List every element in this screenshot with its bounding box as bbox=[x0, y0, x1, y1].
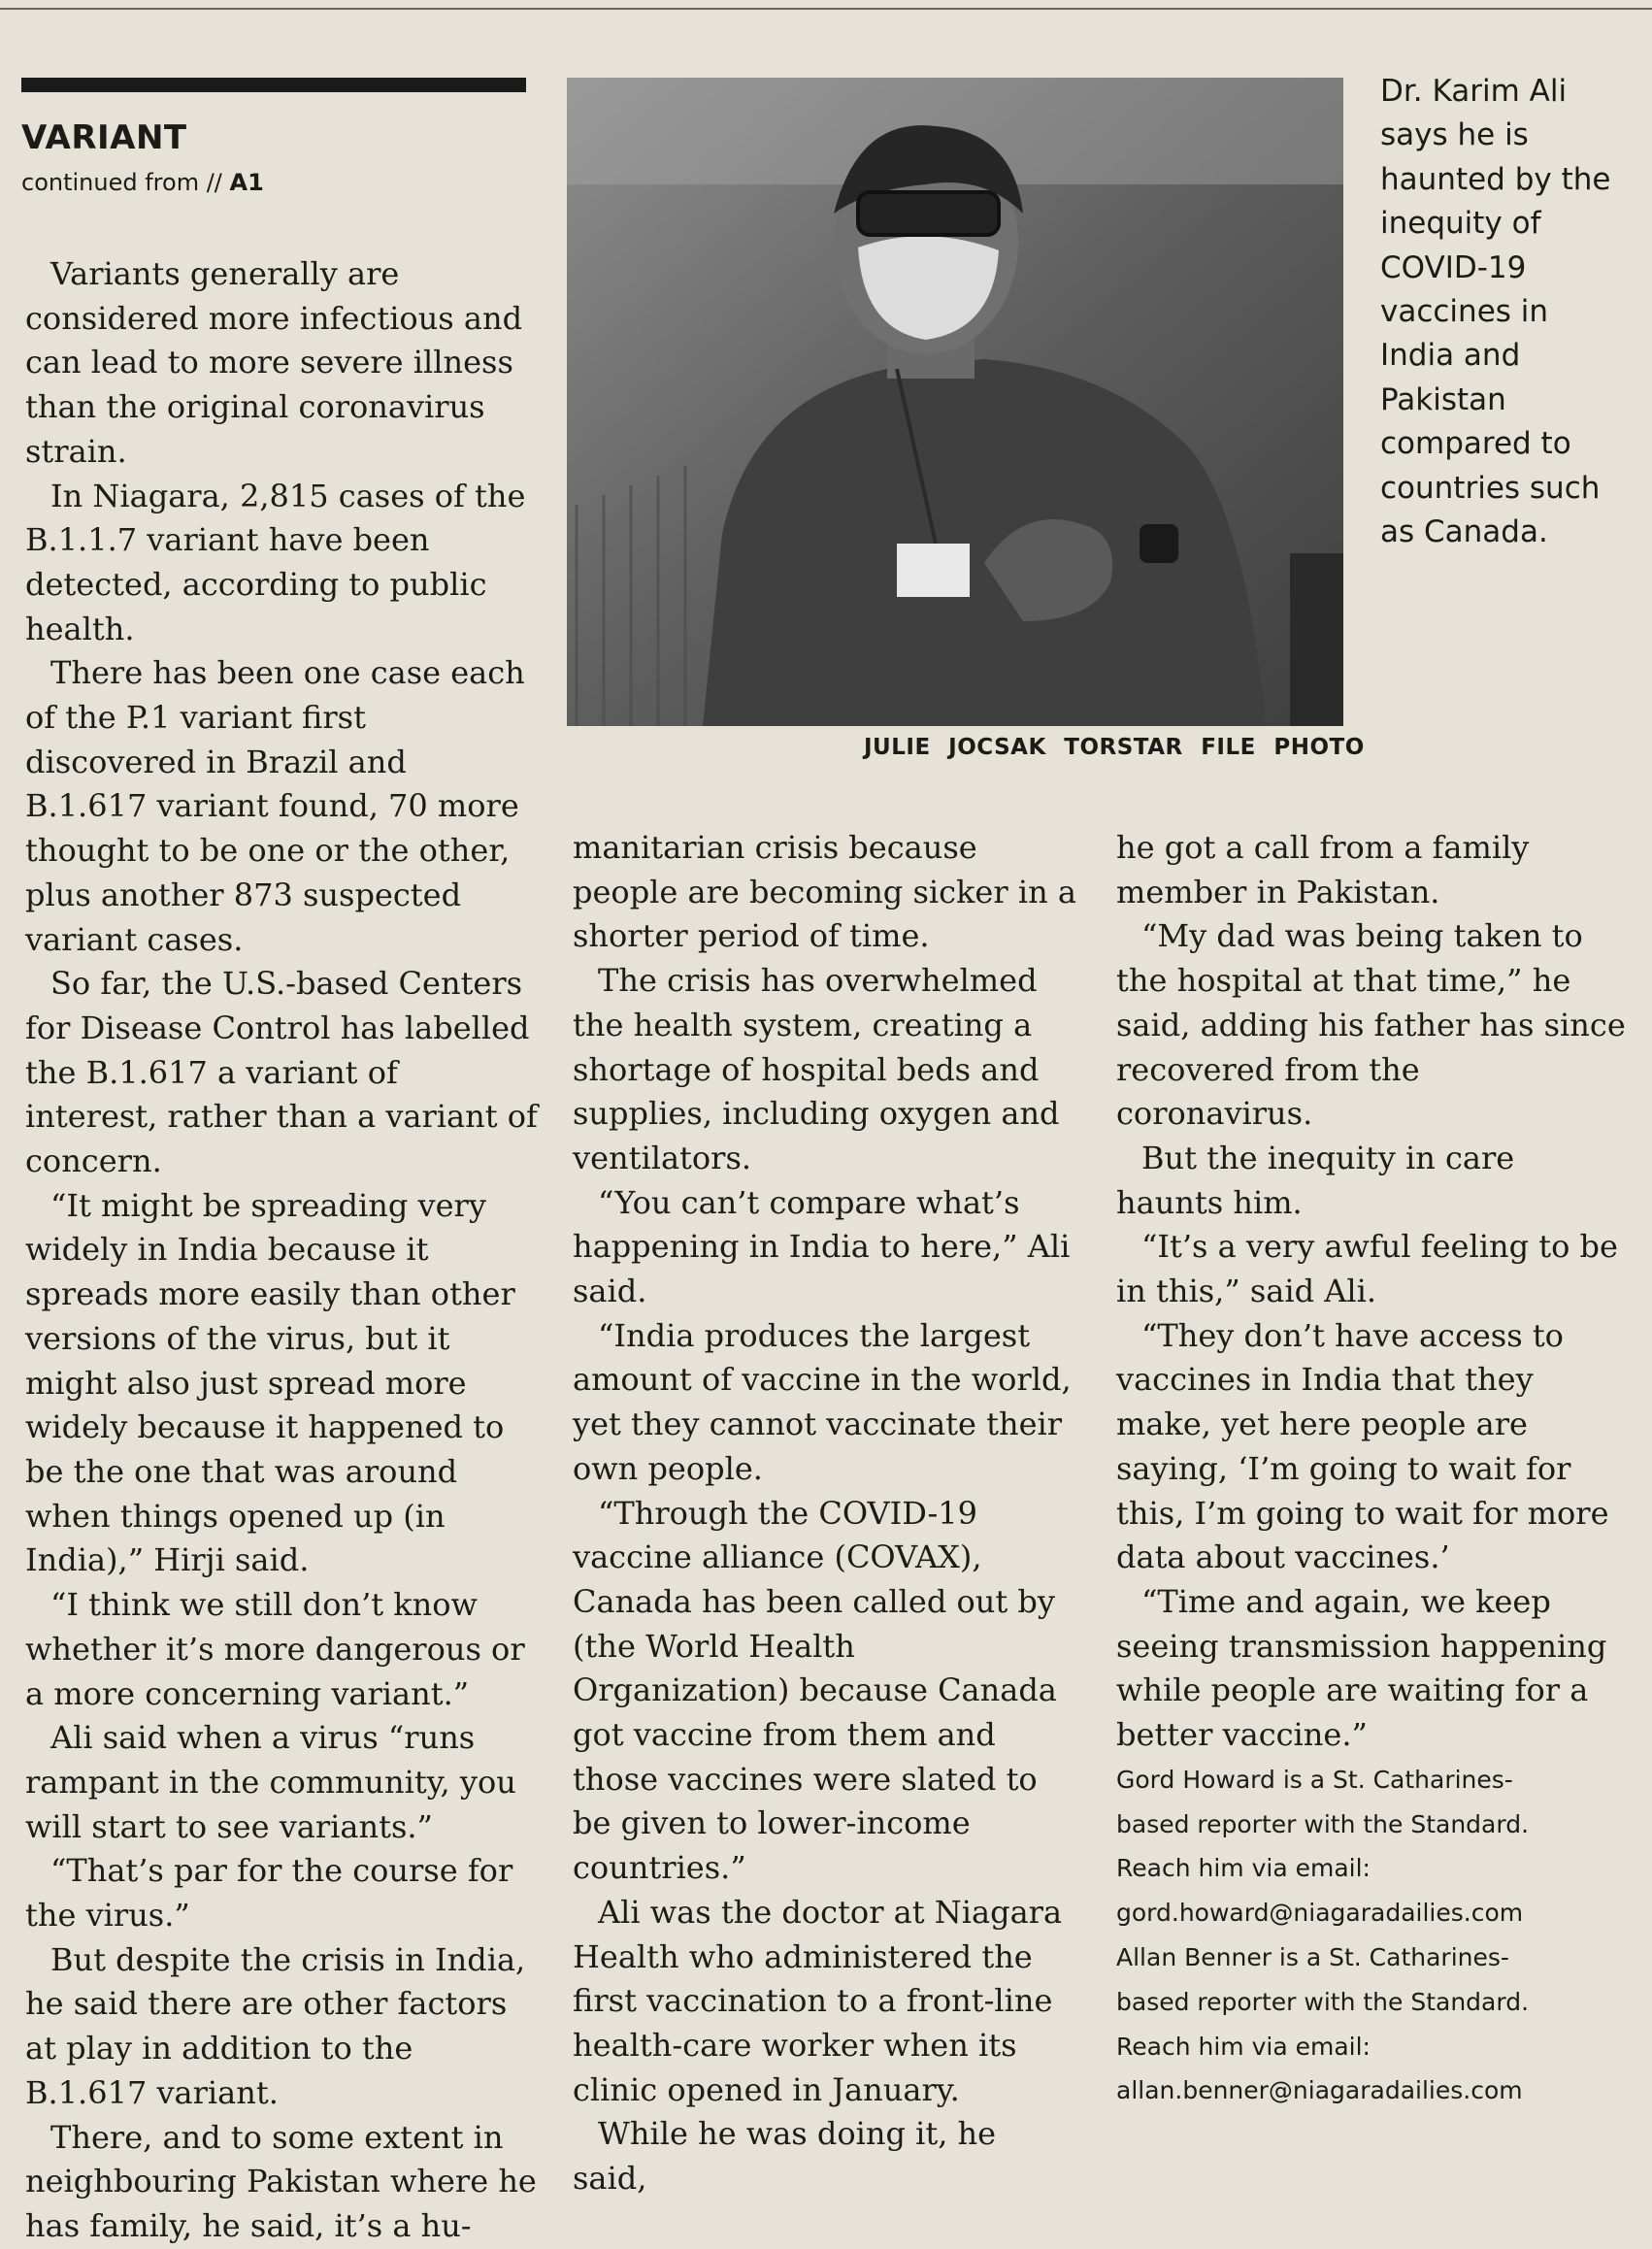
paragraph: While he was doing it, he said, bbox=[573, 2115, 997, 2198]
paragraph: “Through the COVID-19 vaccine alliance (COVAX), Canada has been called out by (the World Health Organization) because Canada got vaccine from them and those vaccines were slated to be given to lower-income countries.” bbox=[573, 1494, 1057, 1887]
bio-line: Gord Howard is a St. Catharines- bbox=[1116, 1765, 1513, 1794]
paragraph: Variants generally are considered more infectious and can lead to more severe illness than the original coronavirus strain. bbox=[25, 255, 523, 470]
paragraph: The crisis has overwhelmed the health system, creating a shortage of hospital beds and supplies, including oxygen and ventilators. bbox=[573, 962, 1060, 1176]
top-border bbox=[0, 8, 1652, 10]
paragraph: “They don’t have access to vaccines in India that they make, yet here people are saying, ‘I’m going to wait for this, I’m going to wait for more data about vaccines.’ bbox=[1116, 1316, 1609, 1576]
paragraph: “I think we still don’t know whether it’s more dangerous or a more concerning variant.” bbox=[25, 1586, 525, 1712]
paragraph: “That’s par for the course for the virus.” bbox=[25, 1852, 513, 1935]
bio-line: Reach him via email: bbox=[1116, 1854, 1371, 1883]
paragraph: Ali was the doctor at Niagara Health who administered the first vaccination to a front-line health-care worker when its clinic opened in January. bbox=[573, 1893, 1063, 2108]
paragraph: There, and to some extent in neighbouring Pakistan where he has family, he said, it’s a hu- bbox=[25, 2118, 537, 2244]
paragraph: “Time and again, we keep seeing transmission happening while people are waiting for a better vaccine.” bbox=[1116, 1582, 1607, 1754]
paragraph: “It might be spreading very widely in India because it spreads more easily than other versions of the virus, but it might also just spread more widely because it happened to be the one that was around when things opened up (in India),” Hirji said. bbox=[25, 1186, 515, 1579]
jump-page: A1 bbox=[229, 169, 264, 196]
bio-line: Allan Benner is a St. Catharines- bbox=[1116, 1942, 1509, 1971]
author-email[interactable]: allan.benner@niagaradailies.com bbox=[1116, 2076, 1523, 2105]
section-label: VARIANT bbox=[21, 118, 187, 157]
paragraph: In Niagara, 2,815 cases of the B.1.1.7 variant have been detected, according to public health. bbox=[25, 477, 526, 647]
paragraph: “It’s a very awful feeling to be in this,” said Ali. bbox=[1116, 1228, 1618, 1310]
section-rule bbox=[21, 78, 526, 92]
paragraph: There has been one case each of the P.1 variant first discovered in Brazil and B.1.617 variant found, 70 more thought to be one or the other, plus another 873 suspected variant cases. bbox=[25, 654, 525, 958]
article-column-2 bbox=[573, 826, 1077, 2201]
article-column-3 bbox=[1116, 826, 1626, 2113]
author-email[interactable]: gord.howard@niagaradailies.com bbox=[1116, 1899, 1524, 1928]
paragraph: “India produces the largest amount of vaccine in the world, yet they cannot vaccinate their own people. bbox=[573, 1316, 1072, 1487]
paragraph: So far, the U.S.-based Centers for Disease Control has labelled the B.1.617 a variant of interest, rather than a variant of concern. bbox=[25, 965, 538, 1180]
paragraph: But despite the crisis in India, he said there are other factors at play in addition to the B.1.617 variant. bbox=[25, 1940, 526, 2111]
bio-line: based reporter with the Standard. bbox=[1116, 1987, 1530, 2016]
photo-caption: Dr. Karim Ali says he is haunted by the inequity of COVID-19 vaccines in India and Pakistan compared to countries such as Canada. bbox=[1380, 74, 1611, 550]
paragraph: “You can’t compare what’s happening in India to here,” Ali said. bbox=[573, 1183, 1071, 1310]
bio-line: based reporter with the Standard. bbox=[1116, 1809, 1530, 1838]
doctor-photo bbox=[567, 78, 1343, 726]
paragraph: But the inequity in care haunts him. bbox=[1116, 1139, 1515, 1221]
article-column-1 bbox=[25, 252, 538, 2249]
jump-prefix: continued from // bbox=[21, 169, 222, 196]
paragraph: manitarian crisis because people are becoming sicker in a shorter period of time. bbox=[573, 829, 1076, 955]
bio-line: Reach him via email: bbox=[1116, 2032, 1371, 2061]
doctor-photo-illustration bbox=[567, 78, 1343, 726]
paragraph: he got a call from a family member in Pakistan. bbox=[1116, 829, 1530, 910]
author-bio bbox=[1116, 1758, 1626, 2113]
paragraph: “My dad was being taken to the hospital at that time,” he said, adding his father has since recovered from the coronavirus. bbox=[1116, 917, 1626, 1133]
photo-credit: JULIE JOCSAK TORSTAR FILE PHOTO bbox=[864, 735, 1365, 760]
paragraph: Ali said when a virus “runs rampant in the community, you will start to see variants.” bbox=[25, 1719, 516, 1845]
jump-line bbox=[21, 169, 264, 196]
